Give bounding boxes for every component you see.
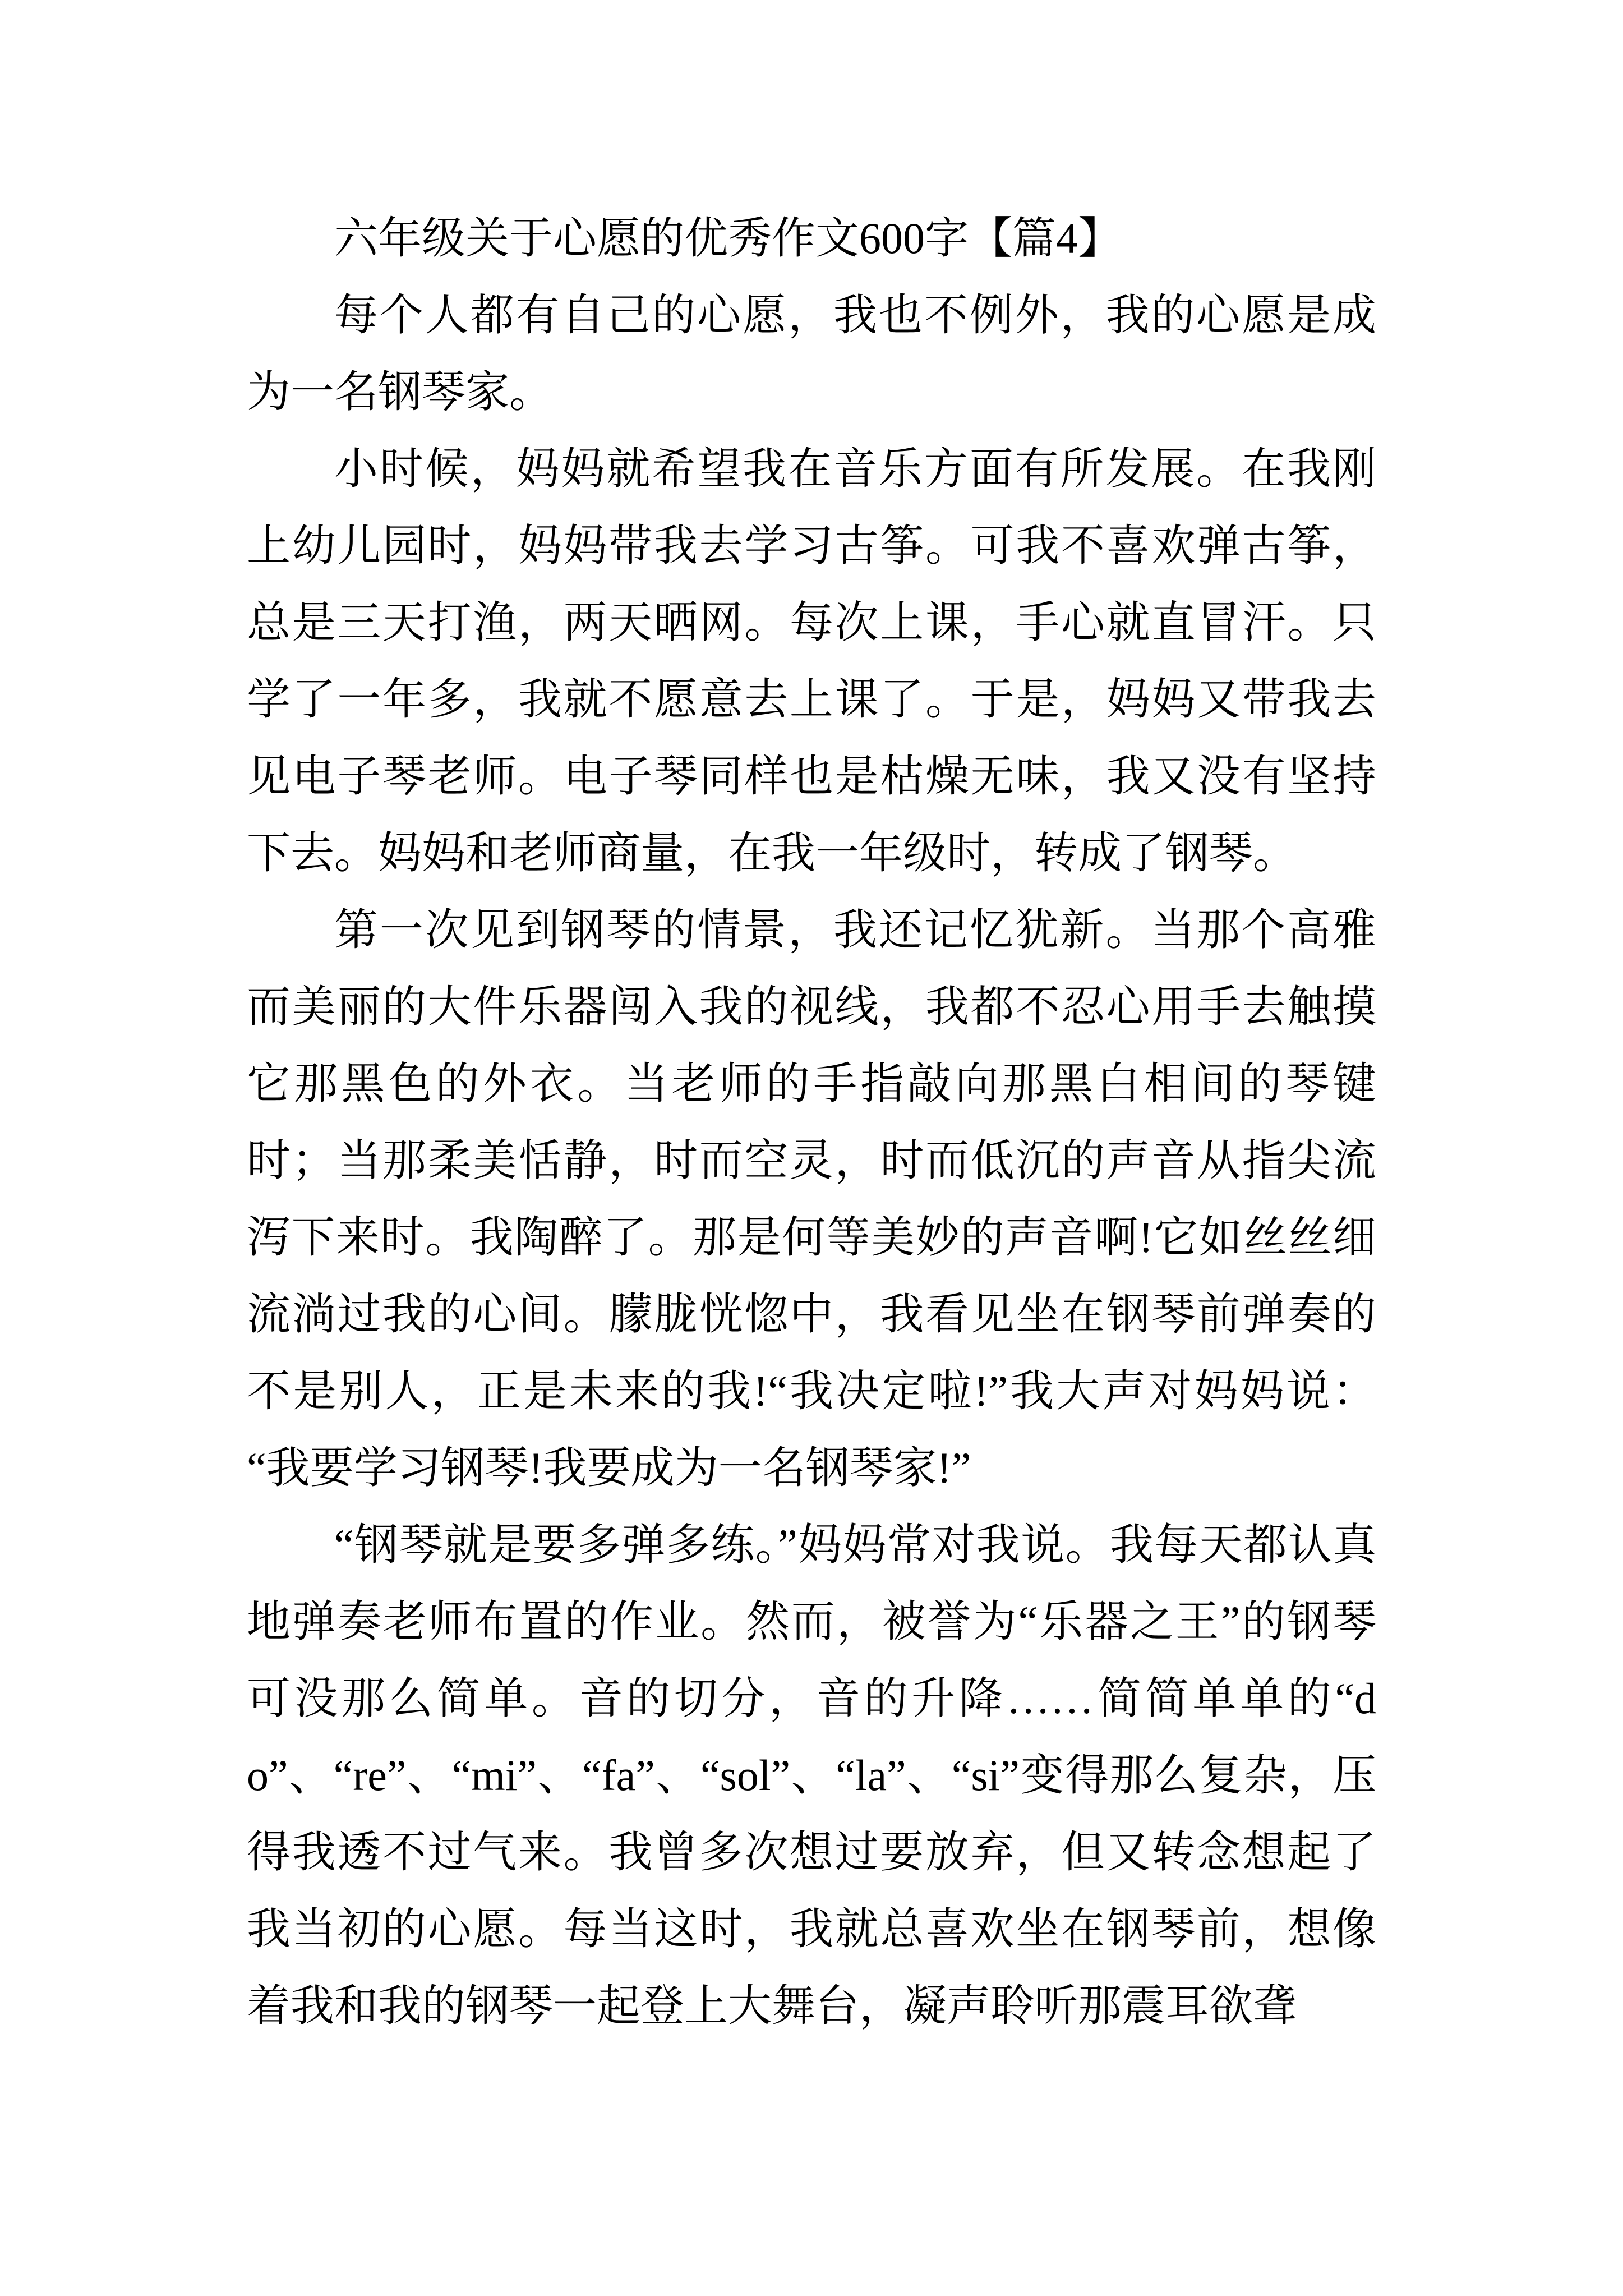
essay-paragraph-1: 每个人都有自己的心愿，我也不例外，我的心愿是成为一名钢琴家。 xyxy=(247,291,1376,416)
essay-paragraph-4: “钢琴就是要多弹多练。”妈妈常对我说。我每天都认真地弹奏老师布置的作业。然而，被誉为“乐器之王”的钢琴可没那么简单。音的切分，音的升降……简简单单的“do”、“re”、“mi”、“fa”、“sol”、“la”、“si”变得那么复杂，压得我透不过气来。我曾多次想过要放弃，但又转念想起了我当初的心愿。每当这时，我就总喜欢坐在钢琴前，想像着我和我的钢琴一起登上大舞台，凝声聆听那震耳欲聋 xyxy=(247,1520,1376,2030)
essay-title: 六年级关于心愿的优秀作文600字【篇4】 xyxy=(334,214,1122,263)
essay-paragraph-3: 第一次见到钢琴的情景，我还记忆犹新。当那个高雅而美丽的大件乐器闯入我的视线，我都不忍心用手去触摸它那黑色的外衣。当老师的手指敲向那黑白相间的琴键时；当那柔美恬静，时而空灵，时而低沉的声音从指尖流泻下来时。我陶醉了。那是何等美妙的声音啊!它如丝丝细流淌过我的心间。朦胧恍惚中，我看见坐在钢琴前弹奏的不是别人，正是未来的我!“我决定啦!”我大声对妈妈说：“我要学习钢琴!我要成为一名钢琴家!” xyxy=(247,905,1376,1492)
essay-paragraph-2: 小时候，妈妈就希望我在音乐方面有所发展。在我刚上幼儿园时，妈妈带我去学习古筝。可我不喜欢弹古筝，总是三天打渔，两天晒网。每次上课，手心就直冒汗。只学了一年多，我就不愿意去上课了。于是，妈妈又带我去见电子琴老师。电子琴同样也是枯燥无味，我又没有坚持下去。妈妈和老师商量，在我一年级时，转成了钢琴。 xyxy=(247,444,1376,877)
